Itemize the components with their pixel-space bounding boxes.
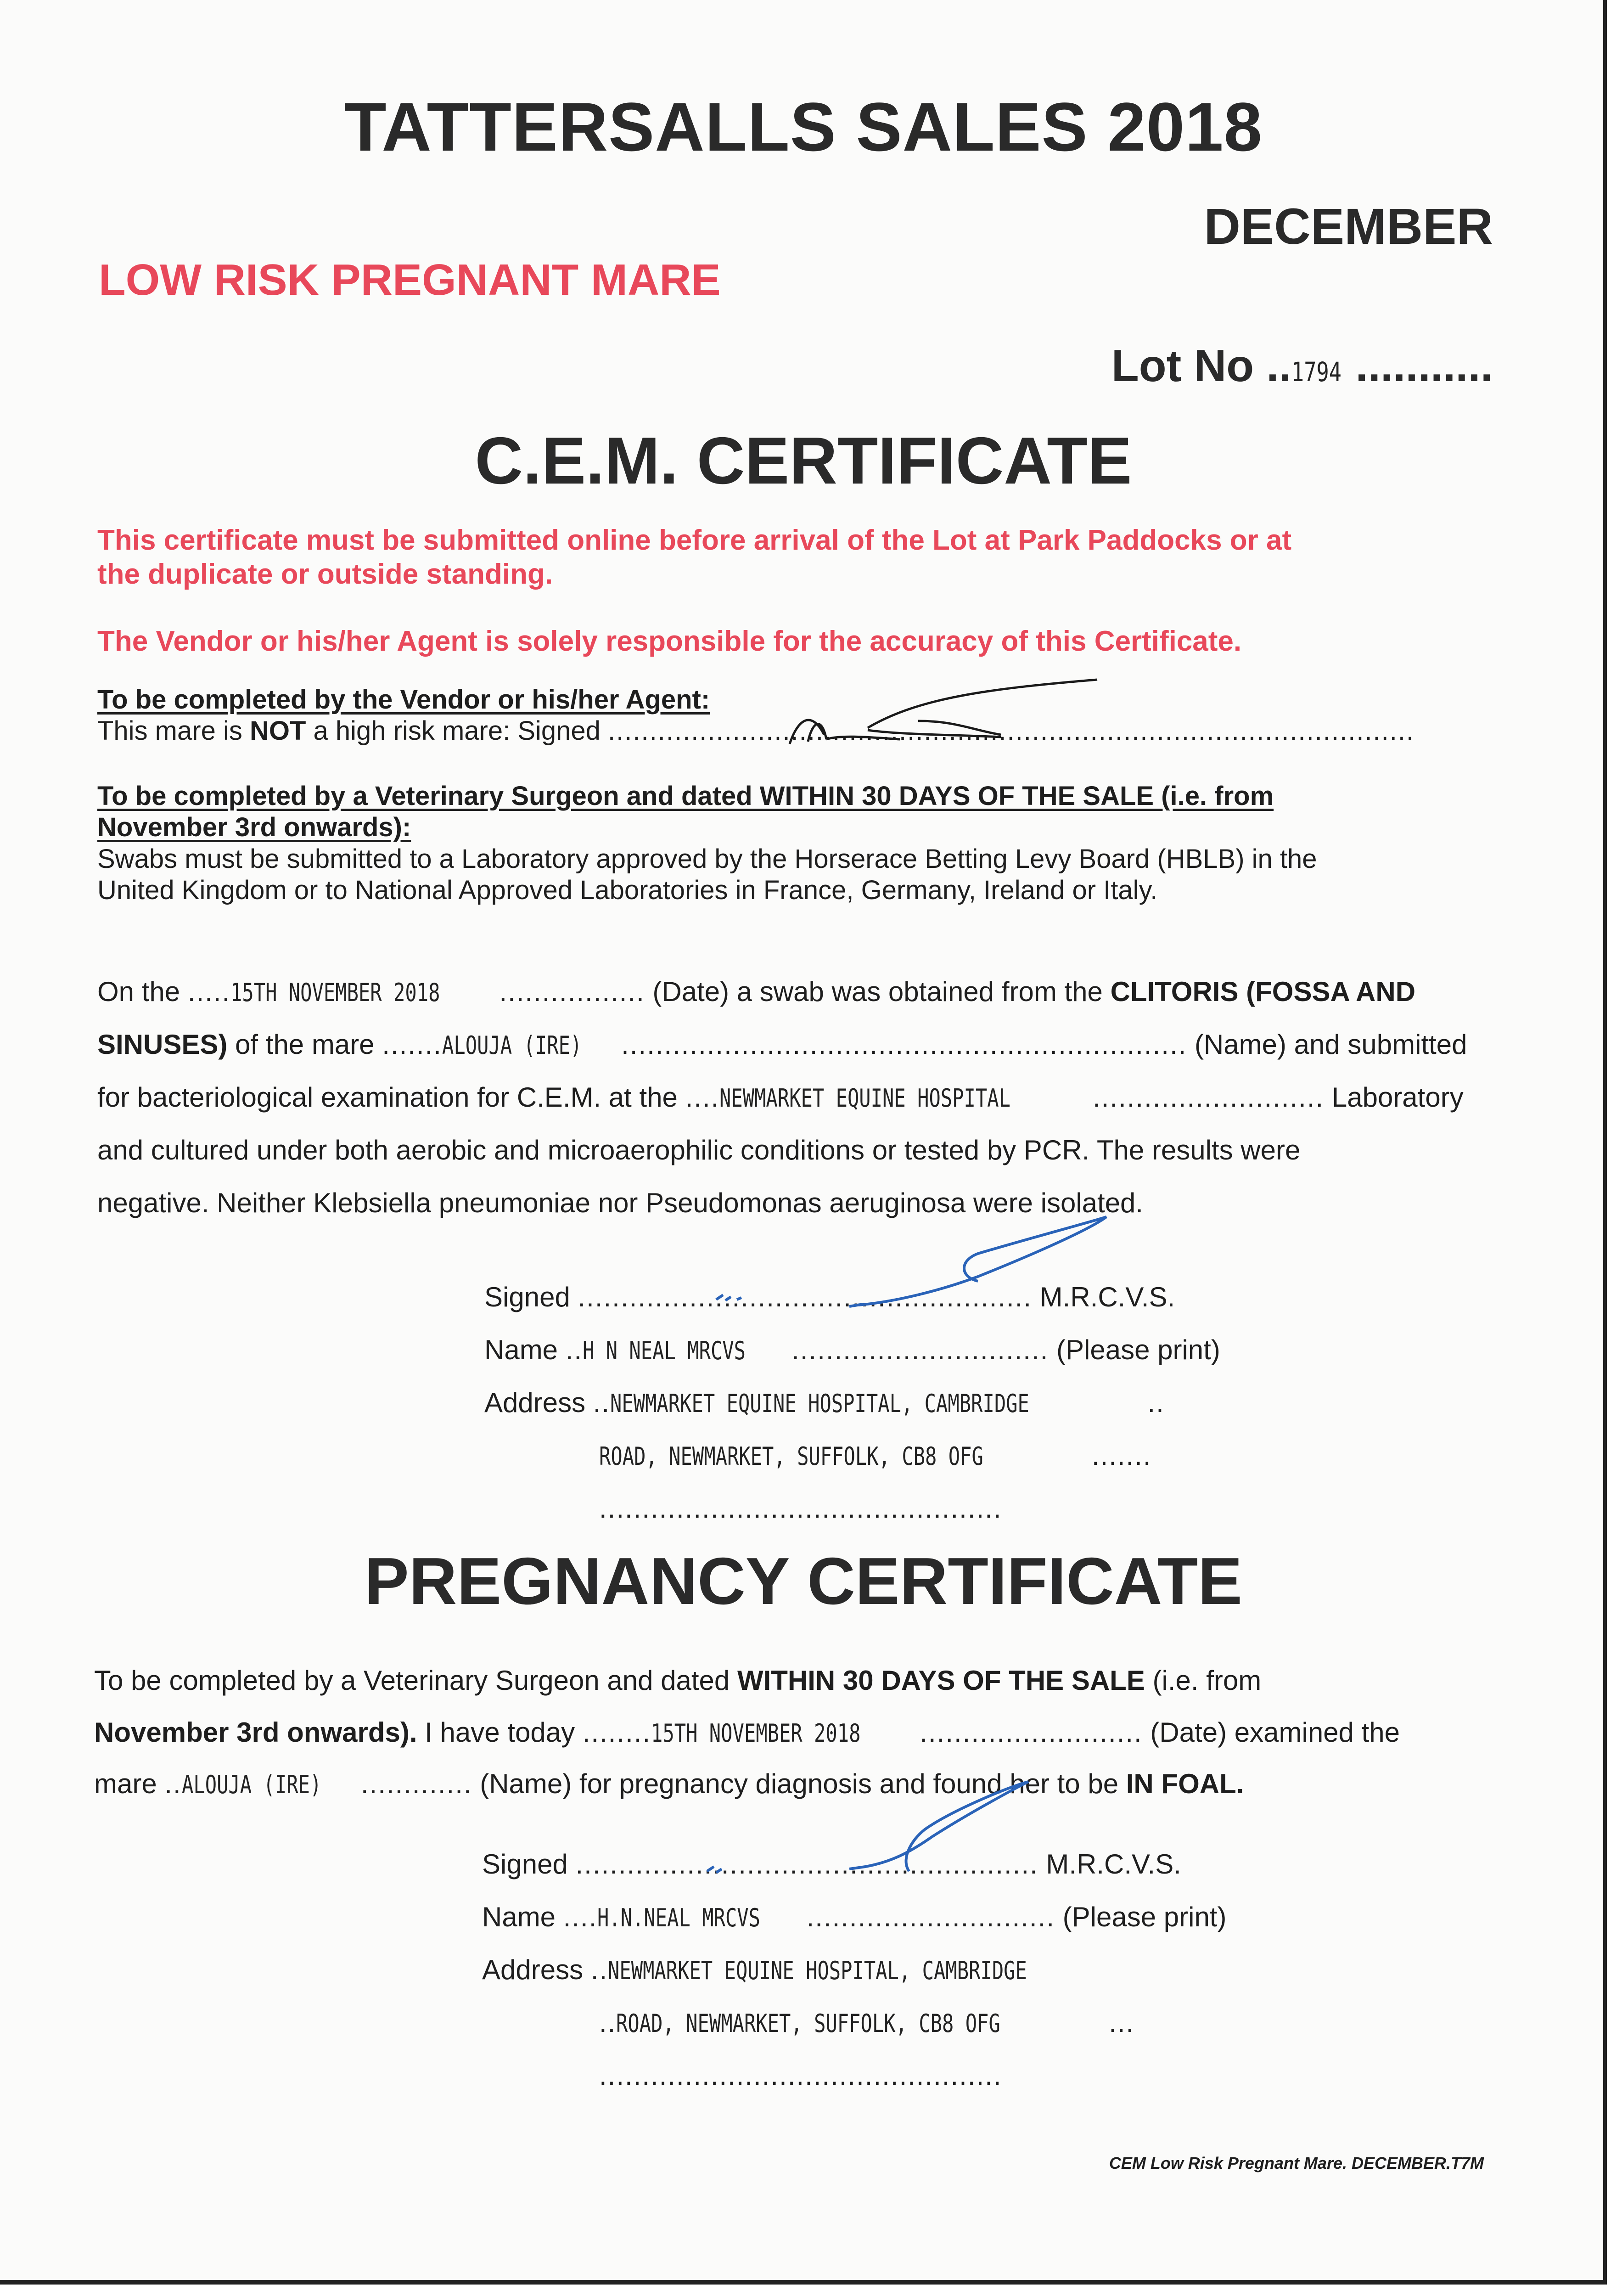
- laboratory-value: NEWMARKET EQUINE HOSPITAL: [719, 1084, 1011, 1113]
- sale-month: DECEMBER: [1204, 198, 1493, 255]
- dots: ..: [590, 1954, 608, 1985]
- swab-date-line: [97, 976, 1415, 1007]
- of-the-mare-label: of the mare: [227, 1029, 382, 1060]
- dots: .......: [1091, 1440, 1152, 1471]
- dots: ....: [685, 1082, 720, 1113]
- dots: ........: [582, 1717, 651, 1748]
- laboratory-label: Laboratory: [1324, 1082, 1464, 1113]
- dots: ..........................: [920, 1717, 1143, 1748]
- within-30-days-label: WITHIN 30 DAYS OF THE SALE: [737, 1665, 1145, 1696]
- address-line-1-value: NEWMARKET EQUINE HOSPITAL, CAMBRIDGE: [610, 1389, 1030, 1418]
- swab-text-line-1: Swabs must be submitted to a Laboratory approved by the Horserace Betting Levy Board (HBLB) in the: [97, 844, 1317, 874]
- clitoris-label: CLITORIS (FOSSA AND: [1110, 976, 1416, 1007]
- mrcvs-label: M.R.C.V.S.: [1038, 1849, 1181, 1880]
- lot-label: Lot No: [1111, 340, 1254, 391]
- mare-name-value: ALOUJA (IRE): [181, 1770, 322, 1799]
- pregnancy-mare-line: [94, 1768, 1244, 1800]
- cultured-line: and cultured under both aerobic and microaerophilic conditions or tested by PCR. The results were: [97, 1135, 1301, 1165]
- dots: ....: [563, 1902, 598, 1932]
- lot-number: 1794: [1291, 356, 1341, 388]
- i-have-today-label: I have today: [417, 1717, 583, 1748]
- intro-text-end: (i.e. from: [1145, 1665, 1262, 1696]
- dots: ..............................: [791, 1334, 1049, 1365]
- dots: ..: [565, 1334, 583, 1365]
- dots: .......: [382, 1029, 442, 1060]
- intro-text: To be completed by a Veterinary Surgeon and dated: [94, 1665, 737, 1696]
- signature-dots: .....................................................: [578, 1282, 1033, 1312]
- date-examined-label: (Date) examined the: [1142, 1717, 1400, 1748]
- vendor-section: [97, 684, 1414, 747]
- name-label: Name: [482, 1902, 563, 1932]
- dots: .............: [360, 1768, 472, 1799]
- sale-title: TATTERSALLS SALES 2018: [344, 88, 1263, 165]
- pregnancy-address-line-1: [482, 1954, 1145, 1986]
- mare-name-value: ALOUJA (IRE): [442, 1031, 582, 1060]
- date-label: (Date) a swab was obtained from the: [645, 976, 1111, 1007]
- submission-notice-line-2: the duplicate or outside standing.: [97, 558, 553, 591]
- dots: ...............................................: [599, 1493, 1002, 1524]
- signature-dots: ......................................................: [575, 1849, 1038, 1880]
- lot-dots-after: ...........: [1355, 340, 1493, 391]
- vet-name-value: H.N.NEAL MRCVS: [597, 1903, 761, 1932]
- vendor-signature-dots: .................................................................................................: [608, 716, 1415, 746]
- mrcvs-label: M.R.C.V.S.: [1032, 1282, 1175, 1312]
- vendor-signed-label: a high risk mare: Signed: [306, 716, 608, 746]
- vet-heading-line-2: November 3rd onwards):: [97, 812, 411, 843]
- negative-result-line: negative. Neither Klebsiella pneumoniae nor Pseudomonas aeruginosa were isolated.: [97, 1187, 1144, 1218]
- dots: ..: [164, 1768, 182, 1799]
- cem-vet-signature: [702, 1203, 1116, 1313]
- vet-heading-line-1: To be completed by a Veterinary Surgeon and dated WITHIN 30 DAYS OF THE SALE (i.e. from: [97, 781, 1274, 811]
- on-the-label: On the: [97, 976, 188, 1007]
- lot-number-row: [1111, 340, 1493, 392]
- address-line-2-value: ROAD, NEWMARKET, SUFFOLK, CB8 OFG: [599, 1442, 983, 1471]
- in-foal-label: IN FOAL.: [1126, 1768, 1244, 1799]
- dots: ...: [1109, 2007, 1135, 2038]
- address-label: Address: [484, 1387, 593, 1418]
- dots: ..: [1147, 1387, 1165, 1418]
- please-print-label: (Please print): [1049, 1334, 1220, 1365]
- submission-notice: [97, 523, 1521, 592]
- dots: ..: [599, 2007, 617, 2038]
- bacteriological-label: for bacteriological examination for C.E.M. at the: [97, 1082, 685, 1113]
- address-label: Address: [482, 1954, 591, 1985]
- lot-dots: ..: [1266, 340, 1291, 391]
- please-print-label: (Please print): [1055, 1902, 1227, 1932]
- dots: ..: [593, 1387, 611, 1418]
- pregnancy-name-line: [482, 1901, 1226, 1933]
- address-line-1-value: NEWMARKET EQUINE HOSPITAL, CAMBRIDGE: [608, 1956, 1027, 1985]
- vendor-signature: [780, 666, 1102, 758]
- signed-label: Signed: [482, 1849, 576, 1880]
- pregnancy-address-line-2: [599, 2007, 1134, 2038]
- laboratory-line: [97, 1081, 1464, 1113]
- mare-label: mare: [94, 1768, 165, 1799]
- cem-address-line-2: [599, 1440, 1152, 1471]
- diagnosis-label: (Name) for pregnancy diagnosis and found her to be: [472, 1768, 1126, 1799]
- dots: .............................: [806, 1902, 1055, 1932]
- vendor-statement-text: This mare is: [97, 716, 250, 746]
- exam-date-value: 15TH NOVEMBER 2018: [651, 1719, 861, 1748]
- form-reference: CEM Low Risk Pregnant Mare. DECEMBER.T7M: [1109, 2154, 1484, 2172]
- pregnancy-intro-line-1: [94, 1665, 1261, 1696]
- vendor-heading: To be completed by the Vendor or his/her Agent:: [97, 685, 710, 715]
- pregnancy-address-line-3: [599, 2060, 1002, 2091]
- pregnancy-heading: PREGNANCY CERTIFICATE: [365, 1544, 1242, 1618]
- address-line-2-value: ROAD, NEWMARKET, SUFFOLK, CB8 OFG: [616, 2009, 1001, 2038]
- swab-date-value: 15TH NOVEMBER 2018: [230, 978, 440, 1007]
- name-submitted-label: (Name) and submitted: [1187, 1029, 1467, 1060]
- dots: .....: [187, 976, 231, 1007]
- cem-name-line: [484, 1334, 1220, 1366]
- submission-notice-line-1: This certificate must be submitted online before arrival of the Lot at Park Paddocks or at: [97, 524, 1292, 556]
- cem-address-line-1: [484, 1387, 1165, 1418]
- vet-instructions: [97, 781, 1521, 906]
- mare-name-line: [97, 1029, 1467, 1060]
- vendor-statement: [97, 715, 1414, 747]
- pregnancy-date-line: [94, 1716, 1400, 1748]
- dots: .................: [499, 976, 645, 1007]
- vet-name-value: H N NEAL MRCVS: [583, 1336, 746, 1365]
- dots: ...............................................: [599, 2060, 1002, 2091]
- signed-label: Signed: [484, 1282, 578, 1312]
- swab-text-line-2: United Kingdom or to National Approved Laboratories in France, Germany, Ireland or Italy.: [97, 875, 1158, 906]
- dots: ...........................: [1093, 1082, 1325, 1113]
- dots: ..................................................................: [621, 1029, 1187, 1060]
- november-3rd-label: November 3rd onwards).: [94, 1717, 417, 1748]
- vendor-statement-not: NOT: [249, 716, 306, 746]
- name-label: Name: [484, 1334, 566, 1365]
- responsibility-notice: The Vendor or his/her Agent is solely responsible for the accuracy of this Certificate.: [97, 625, 1242, 657]
- pregnancy-vet-signature: [698, 1773, 1065, 1883]
- cem-heading: C.E.M. CERTIFICATE: [475, 423, 1132, 498]
- cem-address-line-3: [599, 1492, 1002, 1524]
- mare-category: LOW RISK PREGNANT MARE: [99, 255, 721, 304]
- sinuses-label: SINUSES): [97, 1029, 228, 1060]
